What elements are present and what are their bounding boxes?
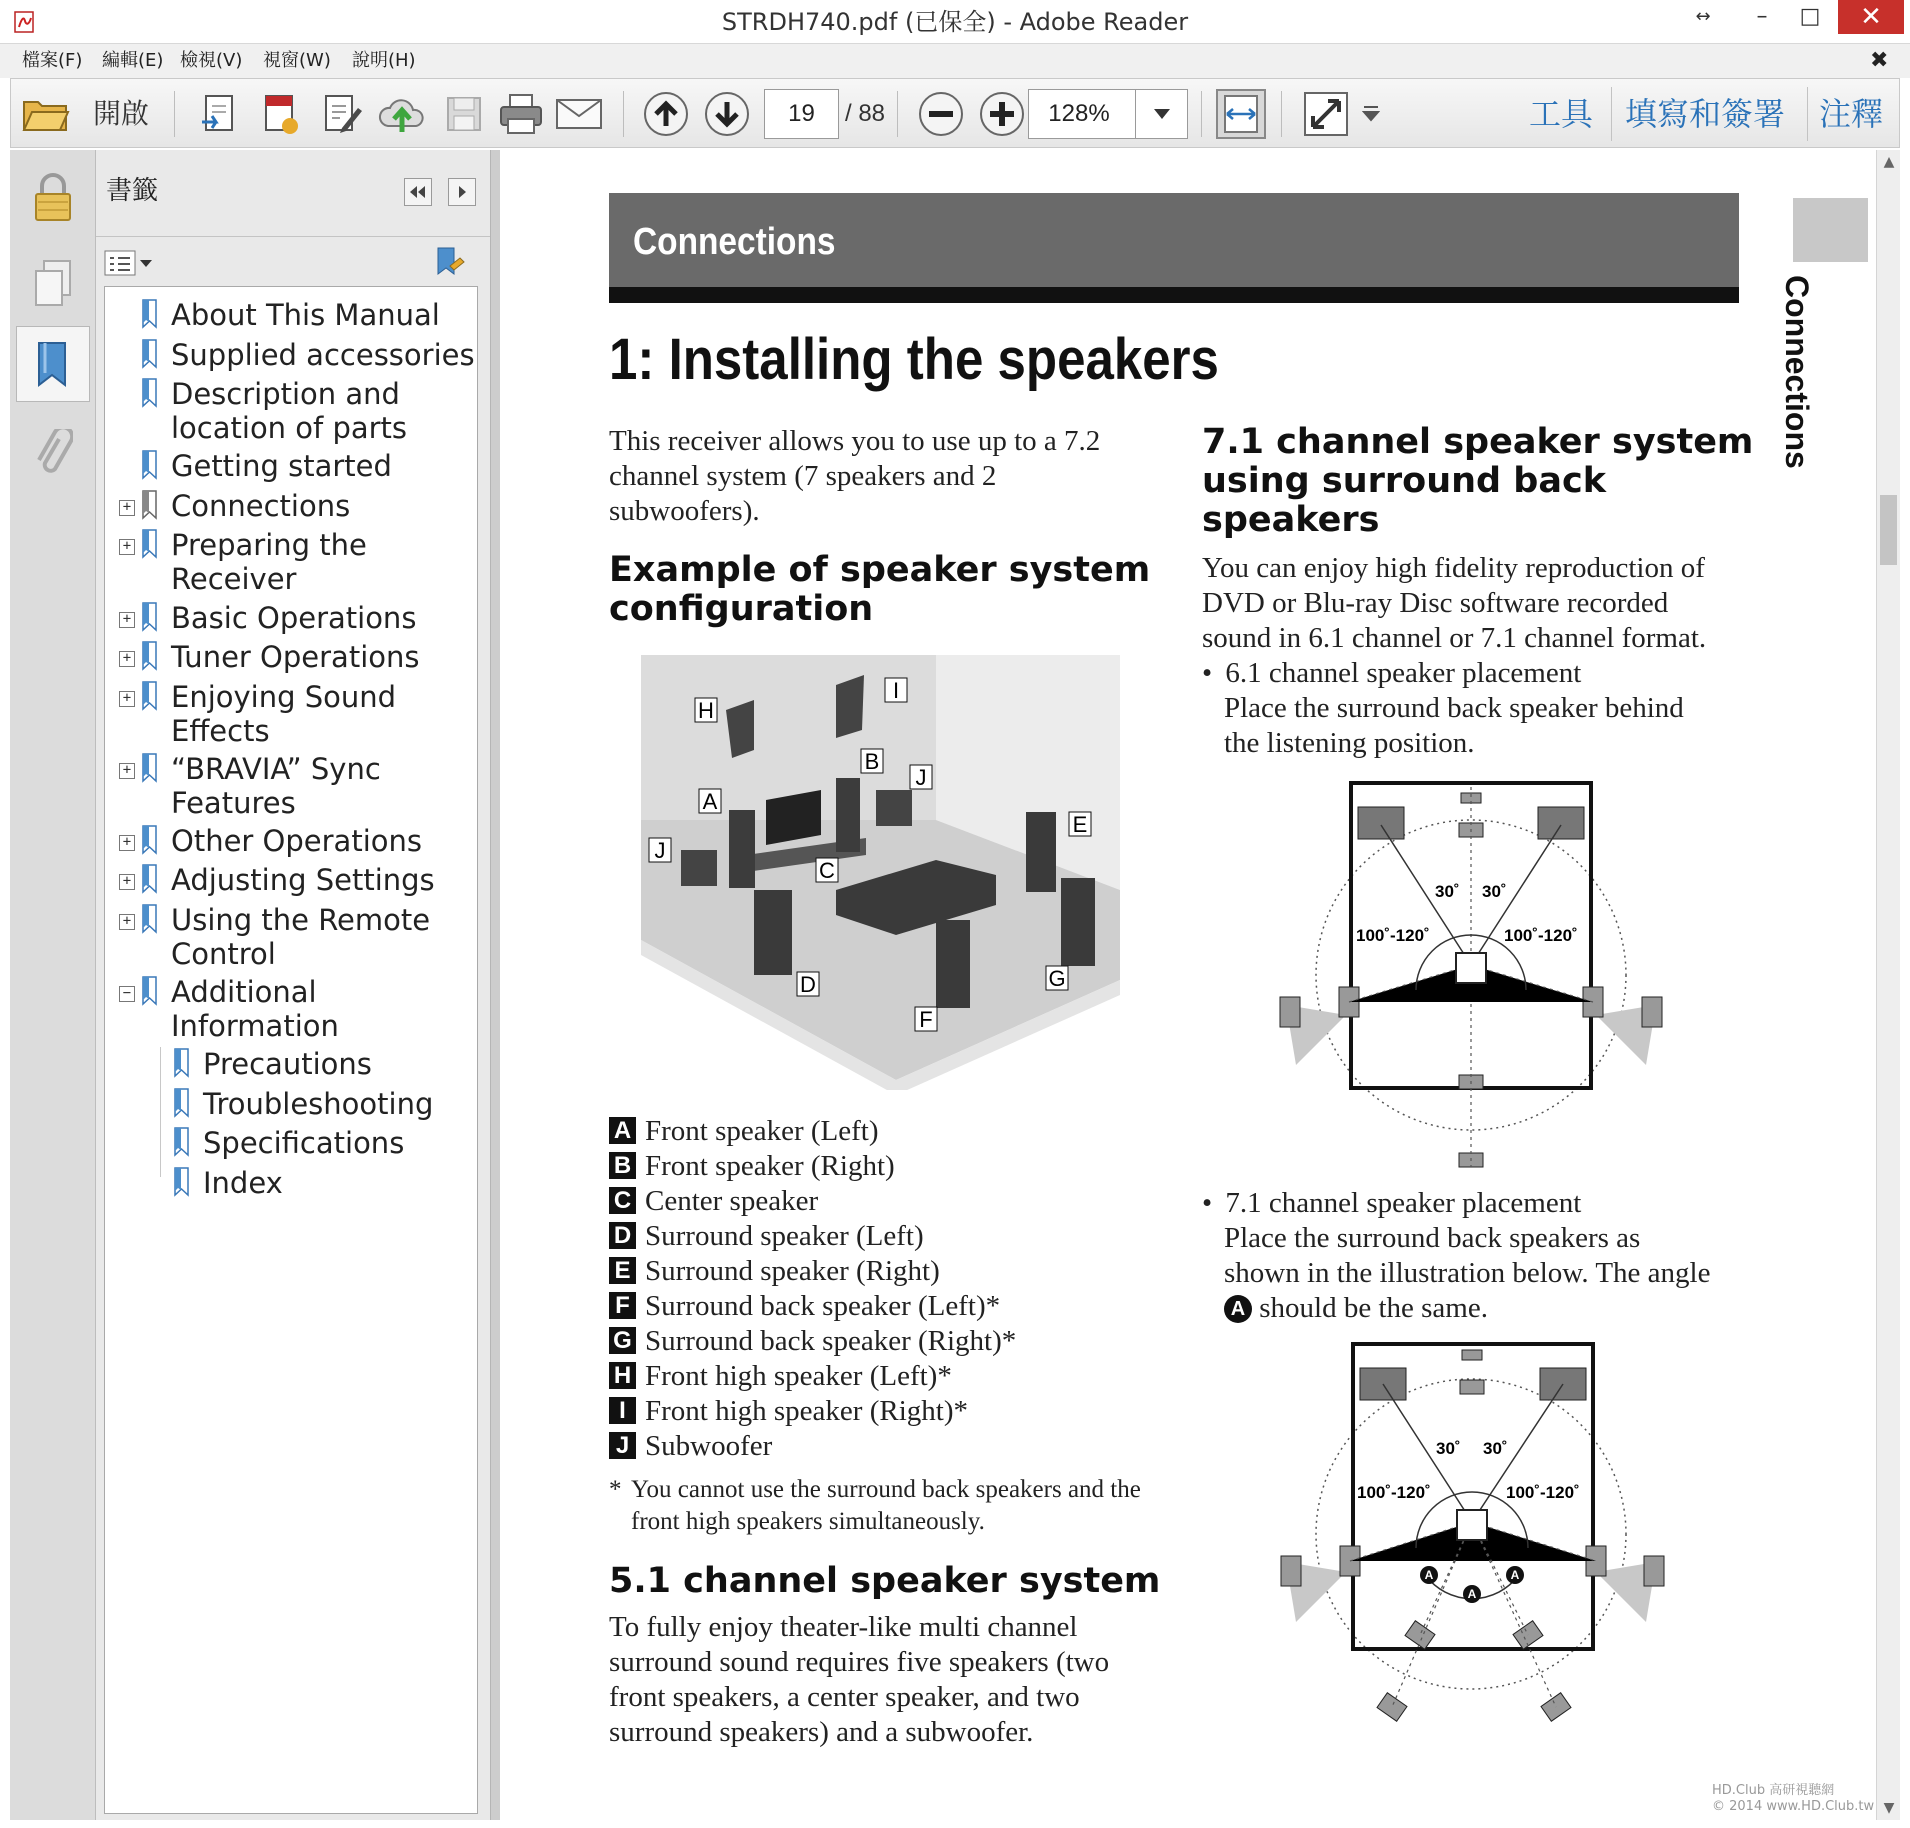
bookmarks-panel bbox=[96, 150, 490, 1820]
legend-row bbox=[609, 1394, 968, 1429]
panel-splitter[interactable] bbox=[490, 150, 500, 1820]
upload-cloud-icon[interactable] bbox=[377, 89, 427, 139]
legend-label: Surround back speaker (Left)* bbox=[645, 1290, 1001, 1322]
footnote bbox=[609, 1474, 1169, 1538]
bookmark-item-precautions[interactable]: Precautions bbox=[203, 1047, 372, 1081]
diagram-label-a: A bbox=[702, 789, 718, 814]
expand-plus-icon[interactable]: + bbox=[119, 539, 135, 555]
full-screen-icon[interactable] bbox=[1301, 89, 1351, 139]
legend-letter: A bbox=[609, 1117, 636, 1144]
bullet-mark: • bbox=[1202, 657, 1213, 689]
zoom-select[interactable] bbox=[1028, 89, 1188, 139]
angle-a-marker: A bbox=[1467, 1587, 1477, 1601]
footnote-text: You cannot use the surround back speakers and the front high speakers simultaneously. bbox=[631, 1476, 1141, 1535]
toolbar-separator bbox=[897, 91, 898, 137]
expand-plus-icon[interactable]: + bbox=[119, 763, 135, 779]
title-bar bbox=[0, 0, 1910, 44]
legend-letter: I bbox=[609, 1397, 636, 1424]
expand-plus-icon[interactable]: + bbox=[119, 835, 135, 851]
bookmark-icon bbox=[140, 904, 160, 934]
angle-a-marker: A bbox=[1510, 1568, 1520, 1582]
fill-sign-pane-button[interactable]: 填寫和簽署 bbox=[1625, 95, 1786, 133]
toolbar-separator bbox=[1281, 91, 1282, 137]
legend-letter: C bbox=[609, 1187, 636, 1214]
example-heading-line: configuration bbox=[609, 589, 874, 629]
angle-range-left: 100˚-120˚ bbox=[1356, 926, 1430, 945]
bullet-six-one-line: the listening position. bbox=[1224, 727, 1475, 759]
bookmark-item-tuner-operations[interactable]: Tuner Operations bbox=[171, 640, 420, 674]
legend-letter: H bbox=[609, 1362, 636, 1389]
example-heading-line: Example of speaker system bbox=[609, 550, 1151, 590]
five-one-line: front speakers, a center speaker, and two bbox=[609, 1681, 1080, 1713]
vertical-scrollbar[interactable] bbox=[1876, 150, 1900, 1820]
zoom-in-icon[interactable] bbox=[977, 89, 1027, 139]
bullet-six-one bbox=[1202, 656, 1684, 761]
bookmark-icon bbox=[172, 1167, 192, 1197]
email-icon[interactable] bbox=[554, 89, 604, 139]
tools-pane-button[interactable]: 工具 bbox=[1529, 95, 1594, 133]
comment-pane-button[interactable]: 注釋 bbox=[1819, 95, 1884, 133]
bookmark-item-bravia-sync-cont[interactable]: Features bbox=[171, 786, 296, 820]
previous-page-icon[interactable] bbox=[641, 89, 691, 139]
bookmark-options-icon[interactable] bbox=[104, 248, 156, 280]
bookmark-item-index[interactable]: Index bbox=[203, 1166, 283, 1200]
bookmark-item-connections[interactable]: Connections bbox=[171, 489, 351, 523]
bookmark-icon bbox=[140, 490, 160, 520]
bookmark-item-enjoying-sound-effects[interactable]: Enjoying Sound bbox=[171, 680, 397, 714]
section-banner-title: Connections bbox=[633, 221, 836, 263]
diagram-label-b: B bbox=[864, 749, 880, 774]
bookmark-item-supplied-accessories[interactable]: Supplied accessories bbox=[171, 338, 475, 372]
export-pdf-icon[interactable] bbox=[255, 89, 305, 139]
navigation-rail bbox=[10, 150, 96, 1820]
scrollbar-thumb[interactable] bbox=[1880, 495, 1897, 565]
footnote-star: * bbox=[609, 1476, 622, 1503]
panel-divider bbox=[96, 236, 490, 237]
menu-window[interactable]: 視窗(W) bbox=[263, 50, 331, 71]
bookmark-item-description-location-cont[interactable]: location of parts bbox=[171, 411, 408, 445]
legend-label: Front speaker (Right) bbox=[645, 1150, 895, 1182]
close-document-button[interactable]: ✖ bbox=[1870, 48, 1889, 73]
bookmark-item-enjoying-sound-effects-cont[interactable]: Effects bbox=[171, 714, 270, 748]
bookmark-icon bbox=[172, 1127, 192, 1157]
legend-label: Front high speaker (Right)* bbox=[645, 1395, 968, 1427]
legend-row bbox=[609, 1149, 895, 1184]
seven-one-line: You can enjoy high fidelity reproduction of bbox=[1202, 552, 1705, 584]
bookmark-icon bbox=[140, 864, 160, 894]
legend-letter: E bbox=[609, 1257, 636, 1284]
menu-file[interactable]: 檔案(F) bbox=[22, 50, 83, 71]
intro-paragraph bbox=[609, 424, 1169, 529]
legend-label: Surround speaker (Right) bbox=[645, 1255, 940, 1287]
diagram-label-j-right: J bbox=[915, 765, 927, 790]
tree-connector-line bbox=[160, 1047, 161, 1177]
fit-width-icon[interactable] bbox=[1213, 89, 1269, 139]
angle-label-left: 30˚ bbox=[1436, 1439, 1461, 1458]
zoom-value[interactable]: 128% bbox=[1048, 100, 1110, 127]
bookmark-icon bbox=[140, 299, 160, 329]
menu-bar bbox=[0, 44, 1910, 78]
bookmark-item-additional-information-cont[interactable]: Information bbox=[171, 1009, 339, 1043]
legend-letter: G bbox=[609, 1327, 636, 1354]
legend-letter: D bbox=[609, 1222, 636, 1249]
legend-row bbox=[609, 1289, 1000, 1324]
bookmark-item-bravia-sync[interactable]: “BRAVIA” Sync bbox=[171, 752, 381, 786]
intro-line: channel system (7 speakers and 2 bbox=[609, 460, 997, 492]
toolbar-separator bbox=[174, 91, 175, 137]
bullet-seven-one bbox=[1202, 1186, 1710, 1326]
angle-a-badge: A bbox=[1224, 1295, 1252, 1323]
angle-label-right: 30˚ bbox=[1482, 882, 1507, 901]
page-thumbnails-icon[interactable] bbox=[16, 246, 90, 322]
legend-label: Front high speaker (Left)* bbox=[645, 1360, 952, 1392]
scroll-up-icon[interactable]: ▲ bbox=[1883, 154, 1895, 170]
bookmark-icon bbox=[172, 1088, 192, 1118]
diagram-label-j-left: J bbox=[654, 838, 666, 863]
side-tab-label: Connections bbox=[1779, 275, 1815, 469]
angle-range-left: 100˚-120˚ bbox=[1357, 1483, 1431, 1502]
restore-small-button[interactable]: ↔ bbox=[1695, 6, 1711, 27]
bullet-seven-one-line: Place the surround back speakers as bbox=[1224, 1222, 1641, 1254]
bookmark-icon bbox=[140, 339, 160, 369]
chevron-down-icon[interactable] bbox=[1135, 90, 1187, 138]
diagram-label-e: E bbox=[1072, 812, 1088, 837]
five-one-line: surround speakers) and a subwoofer. bbox=[609, 1716, 1034, 1748]
legend-letter: B bbox=[609, 1152, 636, 1179]
five-one-line: surround sound requires five speakers (two bbox=[609, 1646, 1110, 1678]
create-pdf-icon[interactable] bbox=[195, 89, 245, 139]
bookmark-item-using-remote-cont[interactable]: Control bbox=[171, 937, 276, 971]
page-number-input[interactable]: 19 bbox=[764, 89, 839, 139]
bookmark-item-adjusting-settings[interactable]: Adjusting Settings bbox=[171, 863, 435, 897]
diagram-label-h: H bbox=[698, 698, 714, 723]
legend-row bbox=[609, 1359, 952, 1394]
seven-one-heading bbox=[1202, 423, 1753, 540]
seven-one-line: sound in 6.1 channel or 7.1 channel format. bbox=[1202, 622, 1707, 654]
six-one-placement-diagram bbox=[1276, 775, 1676, 1175]
new-bookmark-icon[interactable] bbox=[432, 246, 468, 282]
legend-letter: J bbox=[609, 1432, 636, 1459]
legend-row bbox=[609, 1324, 1016, 1359]
five-one-line: To fully enjoy theater-like multi channel bbox=[609, 1611, 1078, 1643]
expand-plus-icon[interactable]: + bbox=[119, 612, 135, 628]
close-window-button[interactable]: ✕ bbox=[1838, 0, 1904, 34]
diagram-label-f: F bbox=[919, 1007, 933, 1032]
bookmark-icon bbox=[140, 450, 160, 480]
watermark-line: © 2014 www.HD.Club.tw bbox=[1712, 1799, 1875, 1814]
next-page-icon[interactable] bbox=[702, 89, 752, 139]
bookmarks-panel-header bbox=[96, 150, 490, 232]
intro-line: This receiver allows you to use up to a 7.2 bbox=[609, 425, 1101, 457]
bookmark-icon bbox=[140, 641, 160, 671]
bookmark-item-about-this-manual[interactable]: About This Manual bbox=[171, 298, 440, 332]
legend-label: Surround back speaker (Right)* bbox=[645, 1325, 1017, 1357]
legend-letter: F bbox=[609, 1292, 636, 1319]
watermark-line: HD.Club 高研視聽網 bbox=[1712, 1783, 1835, 1798]
expand-plus-icon[interactable]: + bbox=[119, 651, 135, 667]
seven-one-heading-line: 7.1 channel speaker system bbox=[1202, 422, 1754, 462]
toolbar-separator bbox=[1807, 87, 1808, 141]
bookmark-item-additional-information[interactable]: Additional bbox=[171, 975, 317, 1009]
bookmarks-tree bbox=[104, 286, 478, 1814]
expand-plus-icon[interactable]: + bbox=[119, 874, 135, 890]
diagram-label-i: I bbox=[892, 678, 900, 703]
seven-one-placement-diagram bbox=[1276, 1336, 1676, 1736]
menu-edit[interactable]: 編輯(E) bbox=[102, 50, 164, 71]
section-banner bbox=[609, 193, 1739, 303]
page-total: / 88 bbox=[845, 100, 886, 127]
seven-one-heading-line: speakers bbox=[1202, 500, 1380, 540]
bookmarks-panel-icon[interactable] bbox=[16, 326, 90, 402]
bookmark-item-using-remote[interactable]: Using the Remote bbox=[171, 903, 431, 937]
side-tab-marker bbox=[1793, 198, 1868, 262]
bookmark-item-other-operations[interactable]: Other Operations bbox=[171, 824, 422, 858]
seven-one-line: DVD or Blu-ray Disc software recorded bbox=[1202, 587, 1669, 619]
example-heading bbox=[609, 551, 1150, 629]
scroll-down-icon[interactable]: ▼ bbox=[1883, 1800, 1895, 1816]
watermark bbox=[1712, 1783, 1874, 1815]
angle-label-left: 30˚ bbox=[1435, 882, 1460, 901]
legend-row bbox=[609, 1184, 818, 1219]
toolbar-separator bbox=[1611, 87, 1612, 141]
seven-one-heading-line: using surround back bbox=[1202, 461, 1606, 501]
bookmark-icon bbox=[140, 825, 160, 855]
bookmarks-toolbar bbox=[96, 240, 490, 286]
lock-icon[interactable] bbox=[16, 160, 90, 236]
angle-label-right: 30˚ bbox=[1483, 1439, 1508, 1458]
legend-row bbox=[609, 1429, 772, 1464]
seven-one-paragraph bbox=[1202, 551, 1762, 656]
speaker-room-illustration bbox=[636, 650, 1124, 1090]
print-icon[interactable] bbox=[496, 89, 546, 139]
zoom-out-icon[interactable] bbox=[916, 89, 966, 139]
angle-a-marker: A bbox=[1424, 1568, 1434, 1582]
angle-range-right: 100˚-120˚ bbox=[1504, 926, 1578, 945]
bookmark-item-basic-operations[interactable]: Basic Operations bbox=[171, 601, 417, 635]
bullet-six-one-title: 6.1 channel speaker placement bbox=[1225, 657, 1582, 689]
more-tools-icon[interactable] bbox=[1356, 89, 1386, 139]
bullet-seven-one-tail: should be the same. bbox=[1259, 1292, 1488, 1324]
bookmark-icon bbox=[140, 378, 160, 408]
expand-plus-icon[interactable]: + bbox=[119, 691, 135, 707]
bookmark-item-specifications[interactable]: Specifications bbox=[203, 1126, 405, 1160]
legend-row bbox=[609, 1254, 940, 1289]
open-button-label[interactable]: 開啟 bbox=[93, 97, 150, 130]
bookmark-item-description-location[interactable]: Description and bbox=[171, 377, 400, 411]
bullet-six-one-line: Place the surround back speaker behind bbox=[1224, 692, 1684, 724]
toolbar bbox=[10, 78, 1900, 148]
legend-label: Center speaker bbox=[645, 1185, 819, 1217]
minimize-button[interactable]: – bbox=[1756, 4, 1768, 29]
window-title: STRDH740.pdf (已保全) - Adobe Reader bbox=[721, 8, 1189, 36]
collapse-panel-icon[interactable] bbox=[404, 178, 432, 206]
angle-range-right: 100˚-120˚ bbox=[1506, 1483, 1580, 1502]
intro-line: subwoofers). bbox=[609, 495, 760, 527]
bookmark-icon bbox=[172, 1048, 192, 1078]
bullet-seven-one-line: shown in the illustration below. The angle bbox=[1224, 1257, 1711, 1289]
expand-plus-icon[interactable]: + bbox=[119, 914, 135, 930]
diagram-label-d: D bbox=[800, 972, 816, 997]
bookmark-icon bbox=[140, 529, 160, 559]
bullet-mark: • bbox=[1202, 1187, 1213, 1219]
toolbar-separator bbox=[623, 91, 624, 137]
legend-label: Surround speaker (Left) bbox=[645, 1220, 924, 1252]
expand-plus-icon[interactable]: + bbox=[119, 500, 135, 516]
panel-options-arrow-icon[interactable] bbox=[448, 178, 476, 206]
maximize-button[interactable]: □ bbox=[1799, 4, 1821, 29]
diagram-label-c: C bbox=[819, 858, 835, 883]
bookmark-item-troubleshooting[interactable]: Troubleshooting bbox=[203, 1087, 434, 1121]
menu-view[interactable]: 檢視(V) bbox=[180, 50, 243, 71]
bookmarks-title: 書籤 bbox=[106, 176, 159, 206]
legend-row bbox=[609, 1114, 879, 1149]
bookmark-icon bbox=[140, 681, 160, 711]
legend-row bbox=[609, 1219, 924, 1254]
bookmark-icon bbox=[140, 976, 160, 1006]
legend-label: Front speaker (Left) bbox=[645, 1115, 879, 1147]
five-one-paragraph bbox=[609, 1610, 1189, 1750]
five-one-heading: 5.1 channel speaker system bbox=[609, 1561, 1161, 1601]
collapse-minus-icon[interactable]: − bbox=[119, 986, 135, 1002]
bookmark-icon bbox=[140, 602, 160, 632]
page-title: 1: Installing the speakers bbox=[609, 327, 1219, 392]
legend-label: Subwoofer bbox=[645, 1430, 773, 1462]
bookmark-item-preparing-receiver-cont[interactable]: Receiver bbox=[171, 562, 297, 596]
bookmark-item-preparing-receiver[interactable]: Preparing the bbox=[171, 528, 367, 562]
attachments-paperclip-icon[interactable] bbox=[16, 416, 90, 492]
bookmark-icon bbox=[140, 753, 160, 783]
edit-document-icon[interactable] bbox=[317, 89, 367, 139]
save-icon[interactable] bbox=[439, 89, 489, 139]
diagram-label-g: G bbox=[1048, 966, 1066, 991]
toolbar-separator bbox=[1201, 91, 1202, 137]
open-folder-icon[interactable] bbox=[21, 89, 71, 139]
bookmark-item-getting-started[interactable]: Getting started bbox=[171, 449, 392, 483]
bullet-seven-one-title: 7.1 channel speaker placement bbox=[1225, 1187, 1582, 1219]
menu-help[interactable]: 說明(H) bbox=[352, 50, 416, 71]
